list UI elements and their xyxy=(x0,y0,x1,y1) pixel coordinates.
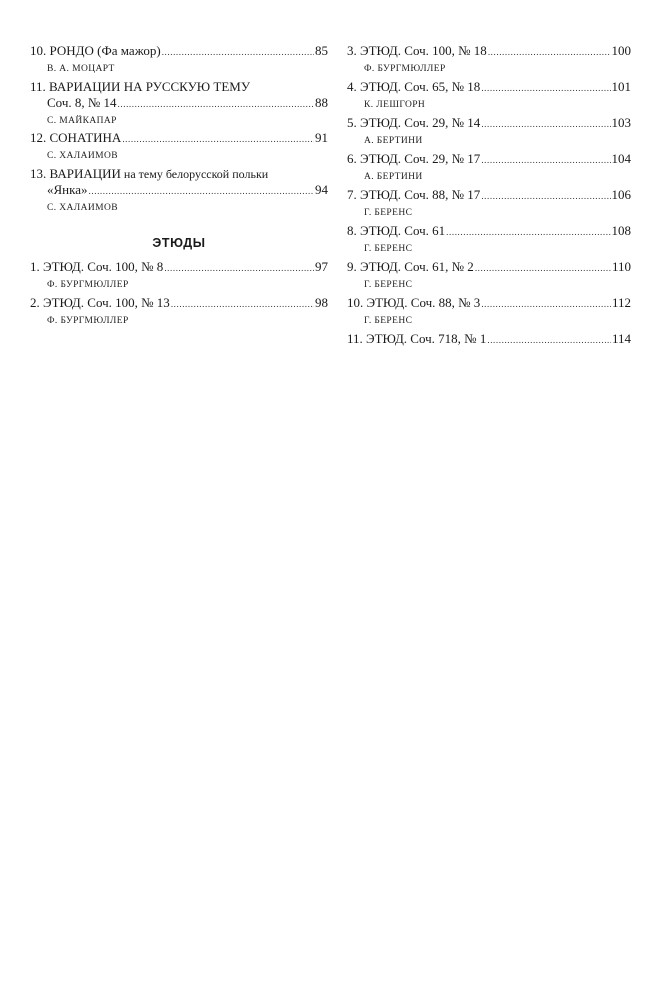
page-number: 97 xyxy=(315,259,328,274)
composer-name: Ф. БУРГМЮЛЛЕР xyxy=(47,280,129,290)
toc-entry[interactable] xyxy=(347,115,631,147)
entry-title: ЭТЮД. Соч. 718, № 1 xyxy=(366,331,487,346)
composer-name: А. БЕРТИНИ xyxy=(364,136,423,146)
toc-entry[interactable] xyxy=(347,295,631,327)
entry-number: 11. xyxy=(30,79,46,94)
dot-leader xyxy=(122,131,314,147)
dot-leader xyxy=(481,116,610,132)
dot-leader xyxy=(487,332,611,348)
page-number: 106 xyxy=(611,187,631,202)
page-number: 101 xyxy=(611,79,631,94)
toc-entry[interactable] xyxy=(347,151,631,183)
entry-title: ЭТЮД. Соч. 29, № 14 xyxy=(360,115,481,130)
dot-leader xyxy=(481,152,610,168)
composer-name: Г. БЕРЕНС xyxy=(364,208,413,218)
entry-number: 2. xyxy=(30,295,40,310)
toc-entry[interactable] xyxy=(30,43,328,75)
entry-title: СОНАТИНА xyxy=(49,130,122,145)
page-number: 94 xyxy=(315,182,328,197)
composer-name: Г. БЕРЕНС xyxy=(364,316,413,326)
dot-leader xyxy=(481,80,610,96)
dot-leader xyxy=(162,44,314,60)
entry-title: ВАРИАЦИИ xyxy=(49,166,121,181)
composer-name: В. А. МОЦАРТ xyxy=(47,64,115,74)
composer-name: Ф. БУРГМЮЛЛЕР xyxy=(364,64,446,74)
composer-name: Ф. БУРГМЮЛЛЕР xyxy=(47,316,129,326)
entry-title: ЭТЮД. Соч. 100, № 18 xyxy=(360,43,487,58)
entry-number: 13. xyxy=(30,166,47,181)
toc-entry[interactable] xyxy=(347,331,631,348)
toc-entry[interactable] xyxy=(30,130,328,162)
dot-leader xyxy=(475,260,611,276)
entry-title: ЭТЮД. Соч. 61, № 2 xyxy=(360,259,474,274)
toc-entry[interactable] xyxy=(30,166,328,214)
page-number: 85 xyxy=(315,43,328,58)
page-number: 88 xyxy=(315,95,328,110)
entry-number: 11. xyxy=(347,331,363,346)
entry-number: 10. xyxy=(347,295,364,310)
page-number: 114 xyxy=(611,331,631,346)
page-number: 103 xyxy=(611,115,631,130)
toc-entry-line xyxy=(30,259,328,276)
composer-name: С. МАЙКАПАР xyxy=(47,116,117,126)
entry-title: ЭТЮД. Соч. 100, № 8 xyxy=(43,259,164,274)
entry-number: 6. xyxy=(347,151,357,166)
dot-leader xyxy=(171,296,314,312)
dot-leader xyxy=(481,188,610,204)
composer-name: А. БЕРТИНИ xyxy=(364,172,423,182)
toc-entry[interactable] xyxy=(347,187,631,219)
page-number: 108 xyxy=(611,223,631,238)
entry-number: 7. xyxy=(347,187,357,202)
dot-leader xyxy=(89,183,314,199)
dot-leader xyxy=(118,96,314,112)
toc-entry[interactable] xyxy=(347,43,631,75)
section-heading-etudes: ЭТЮДЫ xyxy=(152,236,206,250)
entry-number: 9. xyxy=(347,259,357,274)
entry-number: 1. xyxy=(30,259,40,274)
entry-number: 4. xyxy=(347,79,357,94)
page-number: 98 xyxy=(315,295,328,310)
dot-leader xyxy=(164,260,314,276)
toc-entry[interactable] xyxy=(347,259,631,291)
page-number: 100 xyxy=(611,43,631,58)
page-number: 104 xyxy=(611,151,631,166)
entry-number: 3. xyxy=(347,43,357,58)
toc-entry-line xyxy=(30,79,328,95)
entry-title: ЭТЮД. Соч. 100, № 13 xyxy=(43,295,170,310)
entry-title: ЭТЮД. Соч. 61 xyxy=(360,223,446,238)
toc-entry-line xyxy=(30,95,328,112)
composer-name: С. ХАЛАИМОВ xyxy=(47,151,119,161)
entry-title-continuation: «Янка» xyxy=(47,182,88,197)
toc-entry-line xyxy=(30,130,328,147)
entry-title: ЭТЮД. Соч. 88, № 3 xyxy=(366,295,481,310)
dot-leader xyxy=(481,296,611,312)
entry-number: 8. xyxy=(347,223,357,238)
dot-leader xyxy=(488,44,611,60)
composer-name: К. ЛЕШГОРН xyxy=(364,100,426,110)
toc-entry[interactable] xyxy=(30,295,328,327)
entry-title-continuation: Соч. 8, № 14 xyxy=(47,95,117,110)
composer-name: Г. БЕРЕНС xyxy=(364,244,413,254)
toc-entry[interactable] xyxy=(30,259,328,291)
composer-name: Г. БЕРЕНС xyxy=(364,280,413,290)
toc-entry-line xyxy=(30,295,328,312)
toc-entry[interactable] xyxy=(30,79,328,127)
entry-number: 10. xyxy=(30,43,47,58)
toc-entry-line xyxy=(30,43,328,60)
page-number: 110 xyxy=(611,259,631,274)
entry-title: ЭТЮД. Соч. 88, № 17 xyxy=(360,187,481,202)
toc-entry-line xyxy=(30,166,328,182)
entry-title: РОНДО (Фа мажор) xyxy=(49,43,161,58)
toc-entry[interactable] xyxy=(347,79,631,111)
page-number: 91 xyxy=(315,130,328,145)
dot-leader xyxy=(446,224,610,240)
entry-title: ЭТЮД. Соч. 29, № 17 xyxy=(360,151,481,166)
toc-entry[interactable] xyxy=(347,223,631,255)
entry-title: ВАРИАЦИИ НА РУССКУЮ ТЕМУ xyxy=(49,79,251,94)
entry-number: 12. xyxy=(30,130,47,145)
page-number: 112 xyxy=(611,295,631,310)
composer-name: С. ХАЛАИМОВ xyxy=(47,203,119,213)
entry-number: 5. xyxy=(347,115,357,130)
toc-entry-line xyxy=(30,182,328,199)
entry-title-subtitle: на тему белорусской польки xyxy=(120,167,269,181)
entry-title: ЭТЮД. Соч. 65, № 18 xyxy=(360,79,481,94)
